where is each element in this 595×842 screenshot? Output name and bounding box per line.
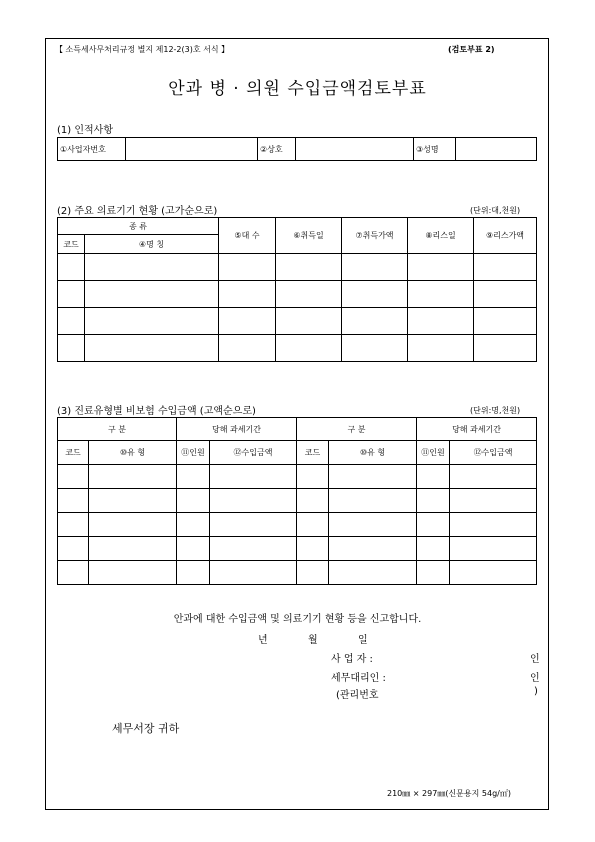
type-header-right: ⑩유 형: [329, 441, 417, 465]
cell[interactable]: [329, 513, 417, 537]
cell[interactable]: [219, 308, 276, 335]
cell[interactable]: [210, 561, 297, 585]
cell[interactable]: [177, 561, 210, 585]
form-id: (검토부표 2): [448, 45, 495, 54]
cell[interactable]: [329, 561, 417, 585]
cell[interactable]: [342, 335, 408, 362]
cell[interactable]: [85, 281, 219, 308]
cell[interactable]: [276, 335, 342, 362]
income-header-left: ⑫수입금액: [210, 441, 297, 465]
persons-header-right: ⑪인원: [417, 441, 450, 465]
cell[interactable]: [342, 281, 408, 308]
acq-value-header: ⑦취득가액: [342, 218, 408, 254]
cell[interactable]: [408, 335, 474, 362]
cell[interactable]: [474, 254, 537, 281]
section2-unit: (단위:대,천원): [470, 206, 521, 215]
management-number-close: ): [534, 686, 538, 697]
table-row: [58, 281, 537, 308]
month-label: 월: [308, 635, 318, 646]
lease-date-header: ⑧리스일: [408, 218, 474, 254]
cell[interactable]: [210, 489, 297, 513]
cell[interactable]: [474, 335, 537, 362]
cell[interactable]: [276, 281, 342, 308]
table-row: [58, 537, 537, 561]
cell[interactable]: [85, 254, 219, 281]
cell[interactable]: [450, 513, 537, 537]
division-header-right: 구 분: [297, 418, 417, 441]
cell[interactable]: [276, 254, 342, 281]
code-header: 코드: [58, 235, 85, 254]
agent-seal[interactable]: 인: [530, 673, 540, 684]
cell[interactable]: [342, 308, 408, 335]
lease-value-header: ⑨리스가액: [474, 218, 537, 254]
personal-info-table: [57, 137, 537, 161]
cell[interactable]: [219, 254, 276, 281]
cell[interactable]: [89, 465, 177, 489]
cell[interactable]: [89, 561, 177, 585]
cell[interactable]: [219, 335, 276, 362]
section3-unit: (단위:명,천원): [470, 406, 521, 415]
cell[interactable]: [89, 513, 177, 537]
declaration-text: 안과에 대한 수입금액 및 의료기기 현황 등을 신고합니다.: [173, 614, 422, 625]
cell[interactable]: [450, 465, 537, 489]
cell[interactable]: [297, 561, 329, 585]
cell[interactable]: [297, 537, 329, 561]
persons-header-left: ⑪인원: [177, 441, 210, 465]
equipment-name-header: ④명 칭: [85, 235, 219, 254]
division-header-left: 구 분: [58, 418, 177, 441]
cell[interactable]: [417, 465, 450, 489]
cell[interactable]: [417, 489, 450, 513]
table-row: [58, 489, 537, 513]
cell[interactable]: [177, 537, 210, 561]
cell[interactable]: [210, 513, 297, 537]
cell[interactable]: [89, 537, 177, 561]
name-label: ③성명: [414, 138, 456, 161]
code-header-left: 코드: [58, 441, 89, 465]
cell[interactable]: [417, 513, 450, 537]
cell[interactable]: [329, 489, 417, 513]
cell[interactable]: [177, 465, 210, 489]
cell[interactable]: [219, 281, 276, 308]
cell[interactable]: [85, 335, 219, 362]
cell[interactable]: [417, 537, 450, 561]
cell[interactable]: [58, 308, 85, 335]
type-header-left: ⑩유 형: [89, 441, 177, 465]
trade-name-label: ②상호: [258, 138, 296, 161]
operator-label: 사 업 자 :: [331, 654, 373, 665]
cell[interactable]: [58, 489, 89, 513]
cell[interactable]: [297, 513, 329, 537]
cell[interactable]: [89, 489, 177, 513]
year-label: 년: [258, 635, 268, 646]
table-row: [58, 513, 537, 537]
paper-spec: 210㎜ × 297㎜(신문용지 54g/㎡): [387, 789, 511, 798]
section1-heading: (1) 인적사항: [57, 125, 113, 136]
cell[interactable]: [297, 489, 329, 513]
cell[interactable]: [210, 537, 297, 561]
cell[interactable]: [342, 254, 408, 281]
cell[interactable]: [58, 513, 89, 537]
table-row: [58, 254, 537, 281]
operator-seal[interactable]: 인: [530, 654, 540, 665]
name-field[interactable]: [456, 138, 537, 161]
equipment-table: [57, 217, 537, 362]
form-reference: 【 소득세사무처리규정 별지 제12-2(3)호 서식 】: [55, 45, 230, 54]
count-header: ⑤대 수: [219, 218, 276, 254]
cell[interactable]: [58, 254, 85, 281]
cell[interactable]: [474, 281, 537, 308]
income-header-right: ⑫수입금액: [450, 441, 537, 465]
cell[interactable]: [408, 254, 474, 281]
cell[interactable]: [58, 537, 89, 561]
agent-label: 세무대리인 :: [331, 673, 386, 684]
cell[interactable]: [408, 281, 474, 308]
cell[interactable]: [58, 335, 85, 362]
cell[interactable]: [450, 489, 537, 513]
page-title: 안과 병 · 의원 수입금액검토부표: [168, 79, 427, 99]
trade-name-field[interactable]: [296, 138, 414, 161]
cell[interactable]: [474, 308, 537, 335]
cell[interactable]: [85, 308, 219, 335]
cell[interactable]: [408, 308, 474, 335]
table-row: [58, 335, 537, 362]
cell[interactable]: [329, 537, 417, 561]
table-row: [58, 465, 537, 489]
business-number-field[interactable]: [126, 138, 258, 161]
acq-date-header: ⑥취득일: [276, 218, 342, 254]
section2-heading: (2) 주요 의료기기 현황 (고가순으로): [57, 206, 218, 217]
cell[interactable]: [177, 513, 210, 537]
cell[interactable]: [58, 561, 89, 585]
kind-header: 종 류: [58, 218, 219, 235]
cell[interactable]: [58, 465, 89, 489]
cell[interactable]: [276, 308, 342, 335]
code-header-right: 코드: [297, 441, 329, 465]
cell[interactable]: [177, 489, 210, 513]
business-number-label: ①사업자번호: [58, 138, 126, 161]
cell[interactable]: [58, 281, 85, 308]
cell[interactable]: [297, 465, 329, 489]
period-header-left: 당해 과세기간: [177, 418, 297, 441]
cell[interactable]: [210, 465, 297, 489]
table-row: [58, 308, 537, 335]
table-row: [58, 561, 537, 585]
management-number-label: (관리번호: [336, 690, 379, 701]
addressee: 세무서장 귀하: [112, 722, 180, 735]
cell[interactable]: [417, 561, 450, 585]
cell[interactable]: [450, 537, 537, 561]
period-header-right: 당해 과세기간: [417, 418, 537, 441]
cell[interactable]: [329, 465, 417, 489]
day-label: 일: [358, 635, 368, 646]
cell[interactable]: [450, 561, 537, 585]
income-table: [57, 417, 537, 585]
section3-heading: (3) 진료유형별 비보험 수입금액 (고액순으로): [57, 406, 256, 417]
